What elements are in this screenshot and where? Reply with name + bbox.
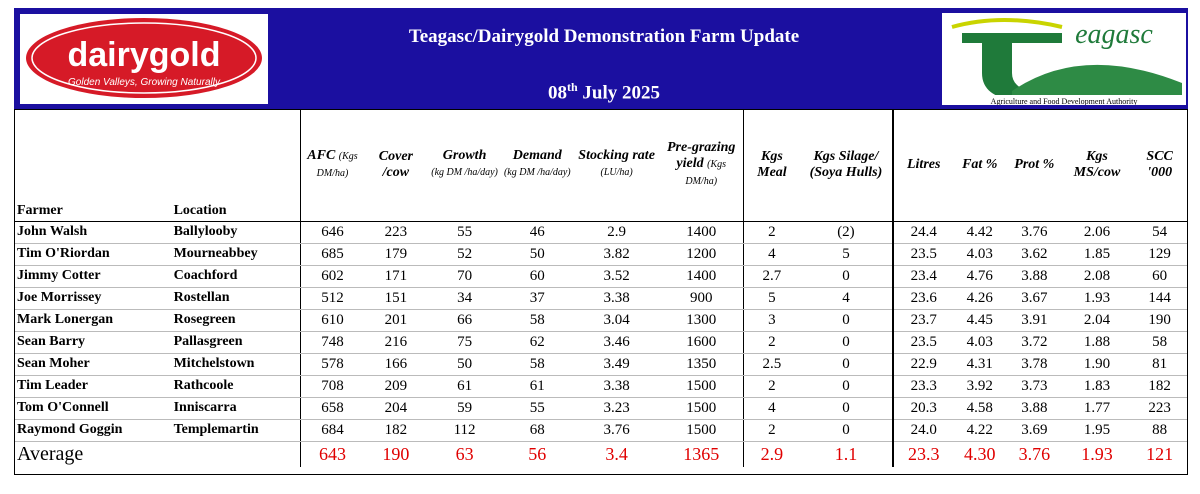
col-farmer: Farmer: [17, 202, 63, 218]
cell-fat: 4.45: [954, 309, 1007, 331]
cell-scc: 58: [1131, 331, 1188, 353]
cell-prot: 3.69: [1006, 419, 1063, 441]
cell-scc: 223: [1131, 397, 1188, 419]
cell-location: Templemartin: [171, 419, 301, 441]
cell-stocking: 3.76: [574, 419, 660, 441]
avg-growth: 63: [455, 443, 474, 464]
cell-cover: 209: [364, 375, 429, 397]
cell-ms: 1.83: [1063, 375, 1132, 397]
cell-silage: 0: [800, 375, 893, 397]
cell-scc: 88: [1131, 419, 1188, 441]
cell-location: Ballylooby: [171, 221, 301, 243]
cell-cover: 166: [364, 353, 429, 375]
cell-fat: 4.31: [954, 353, 1007, 375]
cell-location: Rathcoole: [171, 375, 301, 397]
cell-stocking: 3.52: [574, 265, 660, 287]
cell-afc: 646: [301, 221, 364, 243]
cell-fat: 4.26: [954, 287, 1007, 309]
cell-afc: 658: [301, 397, 364, 419]
cell-growth: 66: [428, 309, 501, 331]
cell-stocking: 3.49: [574, 353, 660, 375]
avg-prot: 3.76: [1018, 443, 1051, 464]
cell-farmer: Sean Moher: [14, 353, 171, 375]
cell-silage: 0: [800, 397, 893, 419]
cell-afc: 708: [301, 375, 364, 397]
cell-prot: 3.72: [1006, 331, 1063, 353]
col-afc: AFC (Kgs DM/ha): [301, 109, 364, 221]
report-date: 08th July 2025: [547, 80, 661, 104]
table-row: [14, 419, 1188, 441]
avg-litres: 23.3: [893, 441, 954, 467]
cell-meal: 2: [743, 331, 800, 353]
cell-location: Pallasgreen: [171, 331, 301, 353]
cell-fat: 4.03: [954, 331, 1007, 353]
cell-growth: 59: [428, 397, 501, 419]
table-header-row: [14, 109, 1188, 221]
cell-demand: 62: [501, 331, 574, 353]
cell-demand: 68: [501, 419, 574, 441]
cell-meal: 2: [743, 375, 800, 397]
col-cover: Cover /cow: [378, 148, 413, 180]
avg-fat: 4.30: [964, 443, 996, 464]
cell-demand: 58: [501, 353, 574, 375]
cell-afc: 512: [301, 287, 364, 309]
cell-cover: 223: [364, 221, 429, 243]
cell-meal: 2: [743, 419, 800, 441]
cell-stocking: 3.38: [574, 375, 660, 397]
cell-pregrazing: 1400: [660, 221, 744, 243]
table-row: [14, 375, 1188, 397]
cell-silage: (2): [800, 221, 893, 243]
cell-growth: 52: [428, 243, 501, 265]
cell-pregrazing: 1300: [660, 309, 744, 331]
cell-meal: 5: [743, 287, 800, 309]
cell-cover: 151: [364, 287, 429, 309]
cell-cover: 171: [364, 265, 429, 287]
cell-pregrazing: 1500: [660, 397, 744, 419]
avg-silage: 1.1: [834, 443, 858, 464]
cell-silage: 0: [800, 353, 893, 375]
cell-farmer: Tom O'Connell: [14, 397, 171, 419]
cell-fat: 3.92: [954, 375, 1007, 397]
average-row: [14, 441, 1188, 467]
table-row: [14, 331, 1188, 353]
avg-ms: 1.93: [1081, 443, 1113, 464]
col-growth: Growth (kg DM /ha/day): [431, 148, 498, 179]
cell-growth: 70: [428, 265, 501, 287]
cell-location: Mitchelstown: [171, 353, 301, 375]
cell-scc: 60: [1131, 265, 1188, 287]
col-silage: Kgs Silage/ (Soya Hulls): [809, 148, 883, 180]
cell-prot: 3.73: [1006, 375, 1063, 397]
header-banner: [14, 8, 1188, 109]
cell-demand: 58: [501, 309, 574, 331]
dairygold-logo: [20, 14, 268, 104]
cell-farmer: Jimmy Cotter: [14, 265, 171, 287]
cell-ms: 1.93: [1063, 287, 1132, 309]
cell-demand: 55: [501, 397, 574, 419]
cell-pregrazing: 1600: [660, 331, 744, 353]
cell-prot: 3.91: [1006, 309, 1063, 331]
cell-silage: 0: [800, 309, 893, 331]
cell-scc: 81: [1131, 353, 1188, 375]
cell-litres: 20.3: [893, 397, 954, 419]
cell-ms: 2.08: [1063, 265, 1132, 287]
cell-litres: 23.7: [893, 309, 954, 331]
cell-location: Rosegreen: [171, 309, 301, 331]
cell-litres: 23.5: [893, 331, 954, 353]
col-demand: Demand (kg DM /ha/day): [503, 148, 571, 179]
table-row: [14, 243, 1188, 265]
table-row: [14, 309, 1188, 331]
col-ms: Kgs MS/cow: [1073, 148, 1121, 180]
cell-growth: 50: [428, 353, 501, 375]
cell-silage: 5: [800, 243, 893, 265]
col-scc: SCC '000: [1146, 148, 1173, 180]
cell-meal: 2.7: [743, 265, 800, 287]
cell-silage: 0: [800, 331, 893, 353]
cell-meal: 2.5: [743, 353, 800, 375]
cell-afc: 748: [301, 331, 364, 353]
cell-farmer: Sean Barry: [14, 331, 171, 353]
cell-afc: 610: [301, 309, 364, 331]
cell-cover: 216: [364, 331, 429, 353]
cell-growth: 75: [428, 331, 501, 353]
cell-litres: 22.9: [893, 353, 954, 375]
cell-litres: 24.4: [893, 221, 954, 243]
cell-prot: 3.76: [1006, 221, 1063, 243]
cell-demand: 60: [501, 265, 574, 287]
cell-afc: 685: [301, 243, 364, 265]
cell-cover: 182: [364, 419, 429, 441]
avg-pregrazing: 1365: [683, 443, 720, 464]
avg-stocking: 3.4: [605, 443, 628, 464]
cell-litres: 23.4: [893, 265, 954, 287]
cell-fat: 4.42: [954, 221, 1007, 243]
cell-cover: 201: [364, 309, 429, 331]
cell-litres: 23.6: [893, 287, 954, 309]
cell-prot: 3.78: [1006, 353, 1063, 375]
cell-ms: 2.04: [1063, 309, 1132, 331]
cell-growth: 55: [428, 221, 501, 243]
cell-prot: 3.62: [1006, 243, 1063, 265]
cell-ms: 1.95: [1063, 419, 1132, 441]
cell-cover: 179: [364, 243, 429, 265]
dairygold-wordmark: dairygold: [67, 36, 221, 74]
cell-scc: 190: [1131, 309, 1188, 331]
cell-farmer: John Walsh: [14, 221, 171, 243]
cell-scc: 144: [1131, 287, 1188, 309]
cell-ms: 1.77: [1063, 397, 1132, 419]
cell-stocking: 3.82: [574, 243, 660, 265]
col-stocking: Stocking rate (LU/ha): [578, 148, 655, 179]
cell-litres: 23.3: [893, 375, 954, 397]
table-row: [14, 287, 1188, 309]
cell-fat: 4.58: [954, 397, 1007, 419]
teagasc-logo: [942, 13, 1186, 105]
cell-location: Coachford: [171, 265, 301, 287]
col-pregrazing: Pre-grazing yield (Kgs DM/ha): [666, 139, 736, 187]
teagasc-wordmark: eagasc: [1075, 19, 1153, 50]
cell-ms: 1.88: [1063, 331, 1132, 353]
cell-afc: 602: [301, 265, 364, 287]
cell-fat: 4.76: [954, 265, 1007, 287]
col-location: Location: [173, 202, 227, 218]
teagasc-tagline: Agriculture and Food Development Authority: [990, 97, 1138, 105]
cell-pregrazing: 1400: [660, 265, 744, 287]
cell-scc: 182: [1131, 375, 1188, 397]
cell-stocking: 2.9: [574, 221, 660, 243]
cell-location: Mourneabbey: [171, 243, 301, 265]
avg-meal: 2.9: [743, 441, 800, 467]
cell-stocking: 3.38: [574, 287, 660, 309]
cell-growth: 34: [428, 287, 501, 309]
cell-fat: 4.22: [954, 419, 1007, 441]
avg-cover: 190: [382, 443, 410, 464]
cell-ms: 1.90: [1063, 353, 1132, 375]
col-meal: Kgs Meal: [743, 109, 800, 221]
table-row: [14, 397, 1188, 419]
cell-scc: 129: [1131, 243, 1188, 265]
cell-stocking: 3.23: [574, 397, 660, 419]
cell-cover: 204: [364, 397, 429, 419]
cell-afc: 578: [301, 353, 364, 375]
cell-ms: 1.85: [1063, 243, 1132, 265]
cell-demand: 50: [501, 243, 574, 265]
cell-location: Inniscarra: [171, 397, 301, 419]
cell-demand: 37: [501, 287, 574, 309]
average-label: Average: [17, 442, 84, 465]
cell-scc: 54: [1131, 221, 1188, 243]
cell-pregrazing: 1200: [660, 243, 744, 265]
avg-demand: 56: [528, 443, 547, 464]
cell-silage: 0: [800, 265, 893, 287]
cell-prot: 3.88: [1006, 265, 1063, 287]
cell-farmer: Tim O'Riordan: [14, 243, 171, 265]
cell-prot: 3.67: [1006, 287, 1063, 309]
cell-prot: 3.88: [1006, 397, 1063, 419]
cell-demand: 46: [501, 221, 574, 243]
cell-farmer: Tim Leader: [14, 375, 171, 397]
col-fat: Fat %: [962, 156, 998, 172]
cell-pregrazing: 900: [660, 287, 744, 309]
cell-meal: 4: [743, 397, 800, 419]
dairygold-tagline: Golden Valleys, Growing Naturally: [68, 77, 220, 88]
cell-farmer: Joe Morrissey: [14, 287, 171, 309]
table-row: [14, 353, 1188, 375]
col-prot: Prot %: [1014, 156, 1055, 172]
page-title: Teagasc/Dairygold Demonstration Farm Update: [408, 26, 800, 47]
cell-pregrazing: 1500: [660, 375, 744, 397]
cell-silage: 4: [800, 287, 893, 309]
cell-stocking: 3.04: [574, 309, 660, 331]
table-row: [14, 221, 1188, 243]
cell-growth: 112: [428, 419, 501, 441]
cell-demand: 61: [501, 375, 574, 397]
cell-silage: 0: [800, 419, 893, 441]
cell-farmer: Mark Lonergan: [14, 309, 171, 331]
cell-meal: 3: [743, 309, 800, 331]
cell-fat: 4.03: [954, 243, 1007, 265]
cell-ms: 2.06: [1063, 221, 1132, 243]
cell-meal: 2: [743, 221, 800, 243]
cell-afc: 684: [301, 419, 364, 441]
cell-meal: 4: [743, 243, 800, 265]
cell-growth: 61: [428, 375, 501, 397]
cell-location: Rostellan: [171, 287, 301, 309]
cell-stocking: 3.46: [574, 331, 660, 353]
col-litres: Litres: [893, 109, 954, 221]
table-row: [14, 265, 1188, 287]
avg-scc: 121: [1146, 443, 1174, 464]
avg-afc: 643: [301, 441, 364, 467]
cell-pregrazing: 1500: [660, 419, 744, 441]
farm-data-table: [14, 109, 1188, 467]
cell-farmer: Raymond Goggin: [14, 419, 171, 441]
cell-litres: 23.5: [893, 243, 954, 265]
cell-pregrazing: 1350: [660, 353, 744, 375]
cell-litres: 24.0: [893, 419, 954, 441]
